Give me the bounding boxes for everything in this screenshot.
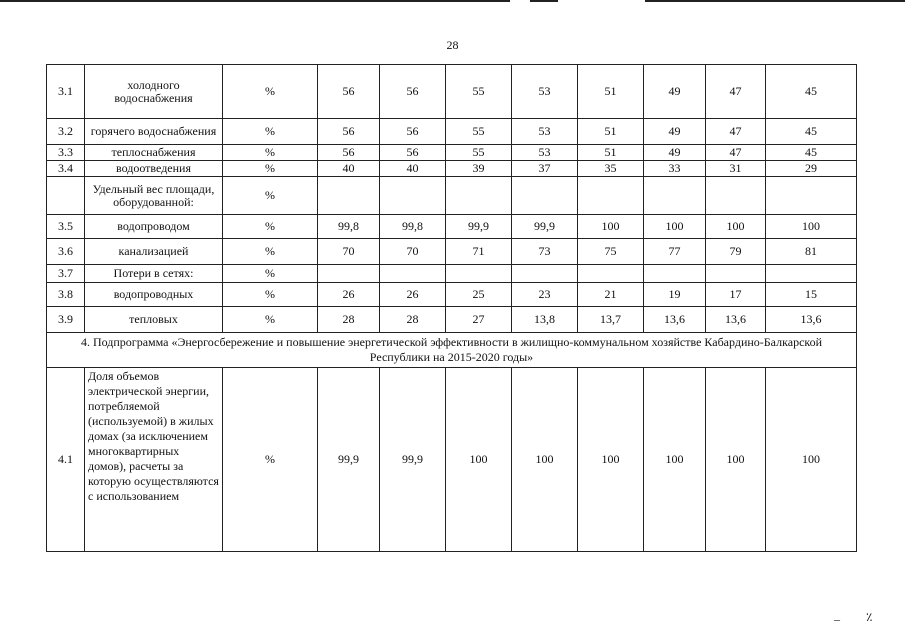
indicator-name-cell: водопроводом [85,215,223,239]
value-cell [706,177,766,215]
unit-cell: % [223,307,318,333]
value-cell: 45 [766,145,857,161]
value-cell: 21 [578,283,644,307]
value-cell: 26 [318,283,380,307]
row-number-cell: 3.3 [47,145,85,161]
value-cell: 40 [318,161,380,177]
value-cell: 13,6 [706,307,766,333]
row-number-cell: 3.7 [47,265,85,283]
value-cell [644,265,706,283]
value-cell: 53 [512,119,578,145]
value-cell: 99,8 [380,215,446,239]
indicator-name-cell: водопроводных [85,283,223,307]
value-cell: 81 [766,239,857,265]
value-cell [766,265,857,283]
value-cell: 79 [706,239,766,265]
value-cell: 70 [318,239,380,265]
value-cell: 99,9 [318,368,380,552]
indicator-name-cell: Потери в сетях: [85,265,223,283]
value-cell: 13,8 [512,307,578,333]
table-row [47,307,857,333]
scan-speck-mark: ٪ [866,610,873,624]
value-cell [706,265,766,283]
scan-mark-top-right [645,0,905,2]
value-cell: 77 [644,239,706,265]
value-cell: 25 [446,283,512,307]
data-table [46,64,857,552]
value-cell [578,177,644,215]
value-cell [766,177,857,215]
value-cell: 49 [644,119,706,145]
value-cell: 51 [578,119,644,145]
value-cell: 56 [380,65,446,119]
unit-cell: % [223,145,318,161]
unit-cell: % [223,177,318,215]
indicator-name-cell: теплоснабжения [85,145,223,161]
section-title-cell: 4. Подпрограмма «Энергосбережение и повышение энергетической эффективности в жилищно-коммунальном хозяйстве Кабардино-Балкарской Республики на 2015-2020 годы» [47,333,857,368]
value-cell: 56 [318,65,380,119]
value-cell: 55 [446,65,512,119]
value-cell: 100 [578,368,644,552]
table-row [47,65,857,119]
unit-cell: % [223,265,318,283]
table-row [47,283,857,307]
indicator-name-cell: водоотведения [85,161,223,177]
value-cell: 40 [380,161,446,177]
value-cell: 13,7 [578,307,644,333]
scan-speck-mark: – [834,612,840,626]
value-cell [318,265,380,283]
value-cell: 33 [644,161,706,177]
table-row [47,161,857,177]
value-cell: 73 [512,239,578,265]
value-cell: 37 [512,161,578,177]
table-row [47,119,857,145]
value-cell: 55 [446,119,512,145]
value-cell: 100 [446,368,512,552]
value-cell: 17 [706,283,766,307]
indicator-name-cell: горячего водоснабжения [85,119,223,145]
unit-cell: % [223,239,318,265]
row-number-cell: 3.9 [47,307,85,333]
value-cell: 27 [446,307,512,333]
indicator-name-cell: холодного водоснабжения [85,65,223,119]
scan-mark-top-middle [530,0,558,2]
value-cell: 56 [380,145,446,161]
value-cell: 100 [706,368,766,552]
value-cell: 45 [766,119,857,145]
row-number-cell: 3.6 [47,239,85,265]
value-cell: 99,9 [380,368,446,552]
value-cell: 26 [380,283,446,307]
value-cell [380,177,446,215]
value-cell: 100 [512,368,578,552]
value-cell [318,177,380,215]
value-cell: 28 [380,307,446,333]
value-cell [644,177,706,215]
value-cell: 100 [766,215,857,239]
value-cell: 47 [706,119,766,145]
value-cell: 45 [766,65,857,119]
value-cell: 99,9 [512,215,578,239]
row-number-cell: 3.4 [47,161,85,177]
value-cell: 56 [318,119,380,145]
indicator-name-cell: канализацией [85,239,223,265]
value-cell: 49 [644,65,706,119]
value-cell: 51 [578,65,644,119]
value-cell: 56 [318,145,380,161]
unit-cell: % [223,65,318,119]
value-cell [512,177,578,215]
value-cell: 53 [512,65,578,119]
table-row [47,239,857,265]
page-number: 28 [446,38,459,52]
value-cell: 99,8 [318,215,380,239]
indicator-name-cell: Доля объемов электрической энергии, потребляемой (используемой) в жилых домах (за исключением многоквартирных домов), расчеты за которую осуществляются с использованием [85,368,223,552]
value-cell: 70 [380,239,446,265]
value-cell: 99,9 [446,215,512,239]
unit-cell: % [223,283,318,307]
scan-mark-top-left [0,0,510,2]
table-row [47,145,857,161]
table-row [47,177,857,215]
table-row [47,265,857,283]
value-cell: 29 [766,161,857,177]
table-row [47,368,857,552]
unit-cell: % [223,161,318,177]
value-cell: 49 [644,145,706,161]
value-cell [446,177,512,215]
row-number-cell: 3.8 [47,283,85,307]
unit-cell: % [223,119,318,145]
section-row [47,333,857,368]
value-cell: 75 [578,239,644,265]
value-cell: 51 [578,145,644,161]
value-cell: 100 [766,368,857,552]
value-cell: 100 [578,215,644,239]
value-cell: 100 [706,215,766,239]
indicator-name-cell: тепловых [85,307,223,333]
value-cell [446,265,512,283]
value-cell: 19 [644,283,706,307]
value-cell [512,265,578,283]
value-cell: 28 [318,307,380,333]
value-cell: 55 [446,145,512,161]
value-cell [380,265,446,283]
value-cell: 31 [706,161,766,177]
row-number-cell [47,177,85,215]
value-cell: 13,6 [766,307,857,333]
value-cell: 39 [446,161,512,177]
row-number-cell: 4.1 [47,368,85,552]
value-cell: 47 [706,65,766,119]
value-cell: 100 [644,215,706,239]
value-cell [578,265,644,283]
row-number-cell: 3.2 [47,119,85,145]
unit-cell: % [223,368,318,552]
value-cell: 56 [380,119,446,145]
unit-cell: % [223,215,318,239]
value-cell: 23 [512,283,578,307]
value-cell: 47 [706,145,766,161]
value-cell: 71 [446,239,512,265]
indicator-name-cell: Удельный вес площади, оборудованной: [85,177,223,215]
value-cell: 100 [644,368,706,552]
value-cell: 13,6 [644,307,706,333]
row-number-cell: 3.5 [47,215,85,239]
value-cell: 53 [512,145,578,161]
table-row [47,215,857,239]
row-number-cell: 3.1 [47,65,85,119]
value-cell: 15 [766,283,857,307]
value-cell: 35 [578,161,644,177]
